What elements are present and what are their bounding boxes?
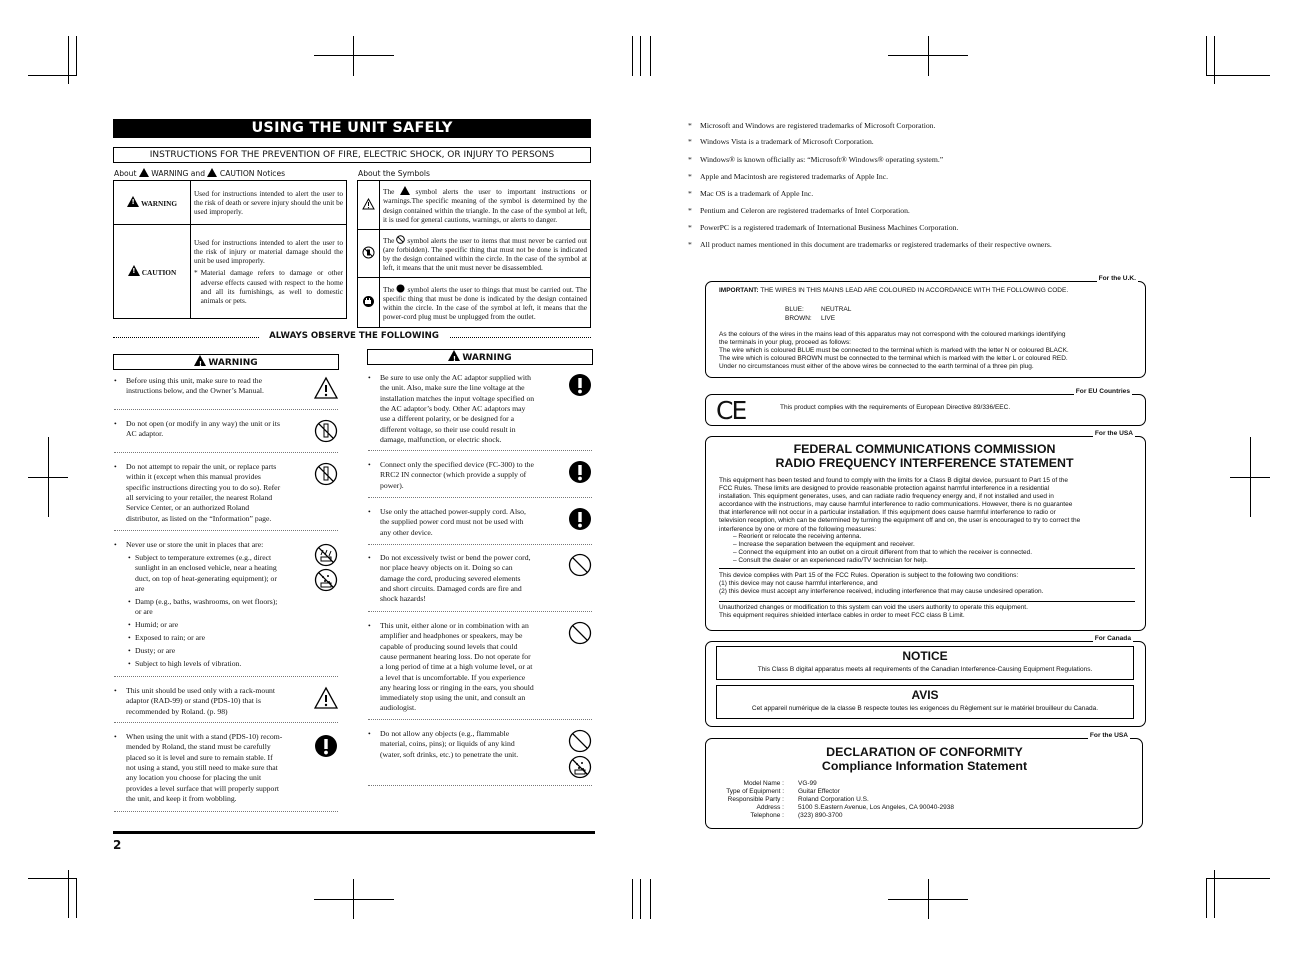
declaration-label: Model Name :	[743, 780, 784, 787]
notice-text: This Class B digital apparatus meets all requirements of the Canadian Interference-Causing Equipment Regulations.	[757, 666, 1093, 673]
prohibited-icon	[568, 621, 592, 645]
caution-triangle-icon	[314, 686, 338, 710]
mandatory-action-icon	[314, 734, 338, 758]
text-line: As the colours of the wires in the mains lead of this apparatus may not correspond with the coloured markings identifying	[719, 331, 1066, 338]
no-disassembly-icon	[314, 419, 338, 443]
text-line: (1) this device may not cause harmful interference, and	[719, 580, 878, 588]
eu-tag: For EU Countries	[1075, 388, 1130, 395]
warning-label-cell: !WARNING	[114, 181, 191, 225]
about-notices-caption: About WARNING and CAUTION Notices	[114, 169, 286, 178]
text-line: (2) this device must accept any interference received, including interference that may cause undesired operation.	[719, 588, 1044, 596]
no-water-icon	[314, 543, 338, 567]
warning-description: Used for instructions intended to alert the user to the risk of death or severe injury should the unit be used improperly.	[191, 181, 347, 225]
text-line: interference by one or more of the following measures:	[719, 525, 877, 533]
warning-triangle-icon	[448, 350, 460, 361]
prohibited-icon	[568, 553, 592, 577]
symbol-description: The symbol alerts the user to important instructions or warnings.The specific meaning of the symbol is determined by the design contained within the triangle. In the case of the symbol at left, it is used for general cautions, warnings, or alerts to danger.	[380, 181, 591, 230]
text-line: – Increase the separation between the equipment and receiver.	[733, 541, 915, 549]
fcc-unauthorized	[719, 604, 1028, 620]
symbol-description: The symbol alerts the user to items that must never be carried out (are forbidden). The specific thing that must not be done is indicated by the design contained within the circle. In the case of the symbol at left, it means that the unit must never be disassembled.	[380, 230, 591, 278]
text-line: the terminals in your plug, proceed as follows:	[719, 339, 851, 347]
symbol-description: The symbol alerts the user to things that must be carried out. The specific thing that must be done is indicated by the design contained within the circle. In the case of the symbol at left, it means that the power-cord plug must be unplugged from the outlet.	[380, 278, 591, 328]
text-line: Unauthorized changes or modification to this system can void the users authority to operate this equipment.	[719, 604, 1028, 611]
disassembly-prohibited-icon	[362, 246, 375, 259]
fcc-paragraph	[719, 477, 1135, 534]
divider	[719, 601, 1135, 602]
blue-label: BLUE:	[785, 306, 804, 313]
warning-triangle-icon	[139, 168, 149, 177]
page-number: 2	[113, 838, 122, 852]
item-separator	[368, 611, 592, 612]
declaration-title: DECLARATION OF CONFORMITY Compliance Information Statement	[821, 745, 1028, 773]
item-separator	[114, 409, 338, 410]
prohibited-icon	[568, 729, 592, 753]
mandatory-action-icon	[568, 373, 592, 397]
item-separator	[114, 452, 338, 453]
divider	[719, 568, 1135, 569]
text-line: Under no circumstances must either of the above wires be connected to the earth terminal of a three pin plug.	[719, 363, 1034, 371]
item-separator	[368, 497, 592, 498]
symbol-cell	[358, 278, 380, 328]
no-dust-icon	[314, 568, 338, 592]
mandatory-action-icon	[568, 507, 592, 531]
ce-mark: CE	[716, 396, 746, 425]
declaration-label: Telephone :	[750, 811, 784, 819]
caution-triangle-icon	[128, 265, 140, 276]
declaration-value: 5100 S.Eastern Avenue, Los Angeles, CA 90040-2938	[798, 803, 954, 811]
text-line: installation. This equipment generates, uses, and can radiate radio frequency energy and, if not installed and used in	[719, 493, 1054, 501]
blue-value: NEUTRAL	[821, 306, 852, 313]
caution-label-cell: !CAUTION	[114, 225, 191, 319]
item-separator	[368, 719, 592, 720]
item-separator	[114, 530, 338, 531]
text-line: This equipment requires shielded interface cables in order to meet FCC class B Limit.	[719, 612, 965, 620]
mandatory-circle-icon	[396, 284, 405, 293]
item-separator	[114, 676, 338, 677]
prohibited-circle-icon	[396, 235, 405, 244]
declaration-tag: For the USA	[1089, 732, 1128, 739]
declaration-label: Address :	[756, 803, 784, 811]
item-separator	[368, 450, 592, 451]
fcc-tag: For the USA	[1094, 430, 1133, 437]
text-line: television reception, which can be determined by turning the equipment off and on, the user is encouraged to try to correct the	[719, 517, 1081, 525]
no-disassembly-icon	[314, 462, 338, 486]
triangle-icon	[400, 186, 410, 195]
uk-tag: For the U.K.	[1098, 275, 1136, 282]
avis-title: AVIS	[911, 688, 939, 702]
mandatory-action-icon	[568, 460, 592, 484]
instructions-heading: INSTRUCTIONS FOR THE PREVENTION OF FIRE, ELECTRIC SHOCK, OR INJURY TO PERSONS	[113, 147, 591, 163]
text-line: – Reorient or relocate the receiving antenna.	[733, 533, 862, 540]
notice-panel	[716, 646, 1134, 680]
declaration-value: (323) 890-3700	[798, 811, 843, 819]
brown-value: LIVE	[821, 315, 836, 322]
notice-title: NOTICE	[902, 649, 948, 663]
declaration-value: Guitar Effector	[798, 787, 840, 795]
text-line: – Connect the equipment into an outlet on a circuit different from that to which the receiver is connected.	[733, 549, 1033, 557]
item-separator	[114, 722, 338, 723]
uk-important: IMPORTANT: THE WIRES IN THIS MAINS LEAD ARE COLOURED IN ACCORDANCE WITH THE FOLLOWING CODE.	[719, 287, 1069, 294]
caution-note: * Material damage refers to damage or other adverse effects caused with respect to the home and all its furnishings, as well to domestic animals or pets.	[194, 268, 343, 305]
item-separator	[368, 544, 592, 545]
unplug-icon	[362, 295, 375, 308]
fcc-title: FEDERAL COMMUNICATIONS COMMISSION RADIO FREQUENCY INTERFERENCE STATEMENT	[775, 442, 1074, 470]
alert-triangle-icon	[362, 198, 375, 210]
text-line: that interference will not occur in a particular installation. If this equipment does cause harmful interference to radio or	[719, 509, 1056, 517]
declaration-value: VG-99	[798, 780, 817, 787]
page-title: USING THE UNIT SAFELY	[113, 119, 591, 138]
avis-panel	[716, 685, 1134, 719]
symbol-cell	[358, 230, 380, 278]
notice-definitions-table	[113, 180, 347, 319]
declaration-label: Type of Equipment :	[726, 787, 784, 795]
col2-warning-header: ! WARNING	[367, 349, 593, 365]
no-dust-icon	[568, 755, 592, 779]
fcc-measures	[733, 533, 1032, 565]
declaration-label: Responsible Party :	[727, 795, 784, 803]
item-separator	[114, 811, 338, 812]
bottom-rule	[113, 831, 595, 834]
text-line: The wire which is coloured BLUE must be connected to the terminal which is marked with the letter N or coloured BLACK.	[719, 347, 1069, 355]
text-line: accordance with the instructions, may cause harmful interference to radio communications. However, there is no guarantee	[719, 501, 1073, 509]
always-observe-heading: ALWAYS OBSERVE THE FOLLOWING	[259, 331, 449, 341]
warning-triangle-icon	[127, 196, 139, 207]
symbols-table	[357, 180, 591, 328]
caution-description-cell	[191, 225, 347, 319]
about-symbols-caption: About the Symbols	[358, 169, 430, 178]
avis-text: Cet appareil numérique de la classe B respecte toutes les exigences du Règlement sur le matériel brouilleur du Canada.	[751, 705, 1099, 712]
caution-triangle-icon	[314, 376, 338, 400]
always-observe-divider	[113, 331, 591, 343]
text-line: The wire which is coloured BROWN must be connected to the terminal which is marked with the letter L or coloured RED.	[719, 355, 1068, 363]
declaration-value: Roland Corporation U.S.	[798, 795, 869, 803]
item-separator	[368, 785, 592, 786]
brown-label: BROWN:	[785, 315, 812, 322]
canada-tag: For Canada	[1094, 635, 1131, 642]
fcc-part15	[719, 572, 1043, 596]
text-line: This equipment has been tested and found to comply with the limits for a Class B digital device, pursuant to Part 15 of the	[719, 477, 1069, 484]
text-line: FCC Rules. These limits are designed to provide reasonable protection against harmful interference in a residential	[719, 485, 1050, 493]
col1-warning-header: !WARNING	[113, 354, 339, 370]
uk-paragraph	[719, 331, 1069, 371]
caution-description: Used for instructions intended to alert the user to the risk of injury or material damage should the unit be used improperly.	[194, 237, 343, 266]
warning-triangle-icon	[194, 355, 206, 366]
symbol-cell	[358, 181, 380, 230]
text-line: This device complies with Part 15 of the FCC Rules. Operation is subject to the following two conditions:	[719, 572, 1019, 579]
text-line: – Consult the dealer or an experienced radio/TV technician for help.	[733, 557, 928, 565]
warning-triangle-icon	[207, 168, 217, 177]
eu-text: This product complies with the requirements of European Directive 89/336/EEC.	[780, 404, 1011, 411]
